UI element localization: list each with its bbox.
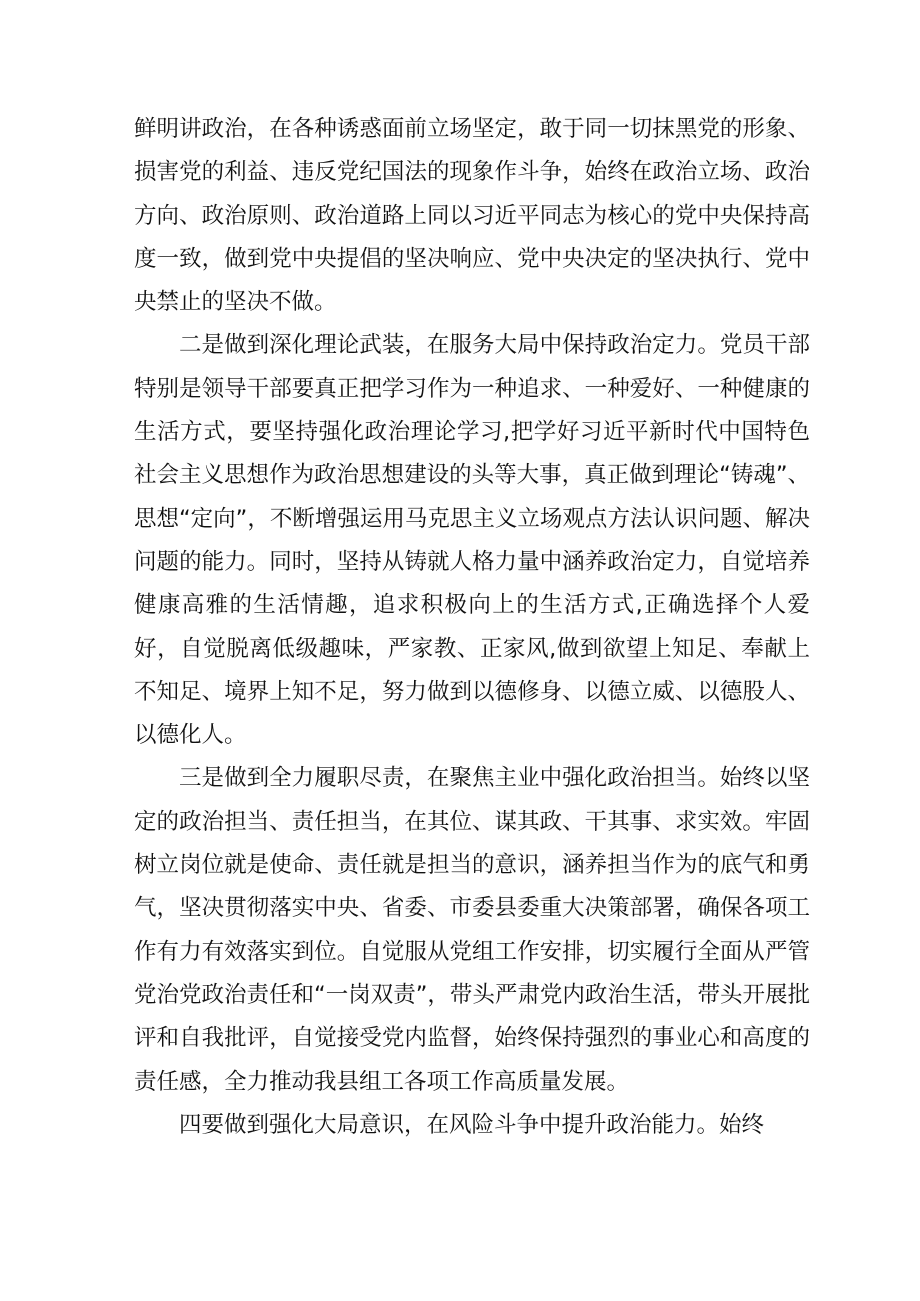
paragraph-continuation: 鲜明讲政治，在各种诱惑面前立场坚定，敢于同一切抹黑党的形象、损害党的利益、违反党纪国法的现象作斗争，始终在政治立场、政治方向、政治原则、政治道路上同以习近平同志为核心的党中央保持高度一致，做到党中央提倡的坚决响应、党中央决定的坚决执行、党中央禁止的坚决不做。 — [134, 116, 810, 316]
paragraph-point-two: 二是做到深化理论武装，在服务大局中保持政治定力。党员干部特别是领导干部要真正把学习作为一种追求、一种爱好、一种健康的生活方式，要坚持强化政治理论学习,把学好习近平新时代中国特色社会主义思想作为政治思想建设的头等大事，真正做到理论“铸魂”、思想“定向”，不断增强运用马克思主义立场观点方法认识问题、解决问题的能力。同时，坚持从铸就人格力量中涵养政治定力，自觉培养健康高雅的生活情趣，追求积极向上的生活方式,正确选择个人爱好，自觉脱离低级趣味，严家教、正家风,做到欲望上知足、奉献上不知足、境界上知不足，努力做到以德修身、以德立威、以德股人、以德化人。 — [134, 332, 810, 749]
paragraph-point-three: 三是做到全力履职尽责，在聚焦主业中强化政治担当。始终以坚定的政治担当、责任担当，在其位、谋其政、干其事、求实效。牢固树立岗位就是使命、责任就是担当的意识，涵养担当作为的底气和勇气，坚决贯彻落实中央、省委、市委县委重大决策部署，确保各项工作有力有效落实到位。自觉服从党组工作安排，切实履行全面从严管党治党政治责任和“一岗双责”，带头严肃党内政治生活，带头开展批评和自我批评，自觉接受党内监督，始终保持强烈的事业心和高度的责任感，全力推动我县组工各项工作高质量发展。 — [134, 765, 810, 1095]
document-body — [134, 108, 810, 1147]
paragraph-point-four: 四要做到强化大局意识，在风险斗争中提升政治能力。始终 — [179, 1111, 765, 1138]
